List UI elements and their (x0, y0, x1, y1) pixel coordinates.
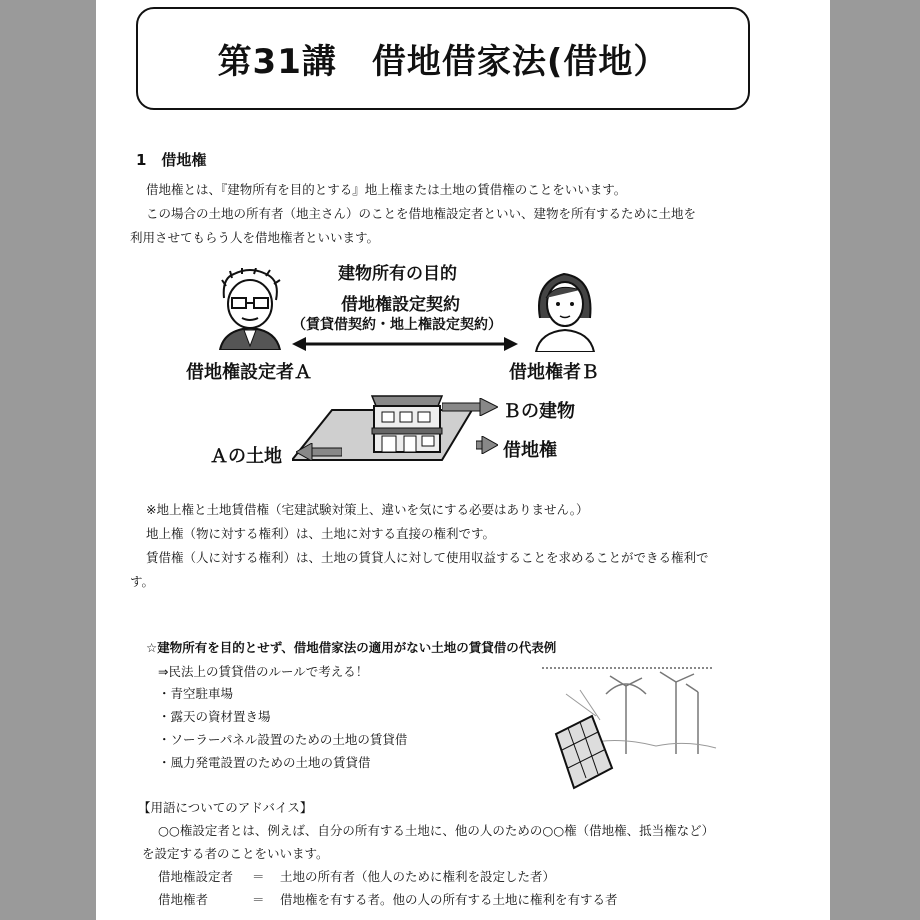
right-label: 借地権 (503, 440, 557, 461)
person-b-label: 借地権者Ｂ (509, 362, 599, 383)
contract-arrow (292, 336, 518, 352)
right-arrow (476, 436, 498, 454)
section-heading: 1 借地権 (136, 151, 207, 169)
diagram-contract-sub: （賃貸借契約・地上権設定契約） (292, 317, 502, 333)
example-item: ・風力発電設置のための土地の賃貸借 (158, 755, 371, 770)
example-item: ・ソーラーパネル設置のための土地の賃貸借 (158, 732, 408, 747)
land-label: Ａの土地 (210, 446, 282, 467)
note-line-2: 地上権（物に対する権利）は、土地に対する直接の権利です。 (146, 526, 496, 541)
advice-line-1: ○○権設定者とは、例えば、自分の所有する土地に、他の人のための○○権（借地権、抵当権など） (158, 823, 715, 838)
lessee-illustration (532, 268, 598, 352)
equals-sign: ＝ (252, 869, 265, 884)
person-a-label: 借地権設定者Ａ (186, 362, 312, 383)
landowner-illustration (214, 268, 286, 350)
term-lessor-definition: 土地の所有者（他人のために権利を設定した者） (280, 869, 556, 884)
document-page (96, 0, 830, 920)
page-title: 第31講 借地借家法(借地） (136, 7, 750, 110)
advice-line-2: を設定する者のことをいいます。 (142, 846, 329, 861)
advice-heading: 【用語についてのアドバイス】 (138, 800, 313, 815)
paragraph-2-line2: 利用させてもらう人を借地権者といいます。 (130, 230, 380, 245)
paragraph-1: 借地権とは、『建物所有を目的とする』地上権または土地の賃借権のことをいいます。 (146, 182, 627, 197)
example-item: ・青空駐車場 (158, 686, 234, 701)
diagram-purpose: 建物所有の目的 (338, 264, 457, 284)
paragraph-2-line1: この場合の土地の所有者（地主さん）のことを借地権設定者といい、建物を所有するために土地を (146, 206, 697, 221)
term-lessee: 借地権者 (158, 892, 209, 907)
examples-rule: ⇒民法上の賃貸借のルールで考える！ (158, 664, 369, 679)
note-line-1: ※地上権と土地賃借権（宅建試験対策上、違いを気にする必要はありません。） (146, 502, 589, 517)
building-label: Ｂの建物 (503, 401, 575, 422)
note-line-4: す。 (130, 574, 155, 589)
term-lessor: 借地権設定者 (158, 869, 234, 884)
building-arrow (442, 398, 498, 416)
land-arrow (296, 443, 342, 461)
note-line-3: 賃借権（人に対する権利）は、土地の賃貸人に対して使用収益することを求めることができる権利で (146, 550, 709, 565)
example-item: ・露天の資材置き場 (158, 709, 271, 724)
term-lessee-definition: 借地権を有する者。他の人の所有する土地に権利を有する者 (280, 892, 618, 907)
solar-wind-illustration (536, 664, 718, 790)
examples-heading: ☆建物所有を目的とせず、借地借家法の適用がない土地の賃貸借の代表例 (146, 640, 557, 655)
equals-sign: ＝ (252, 892, 265, 907)
diagram-contract: 借地権設定契約 (341, 295, 460, 315)
